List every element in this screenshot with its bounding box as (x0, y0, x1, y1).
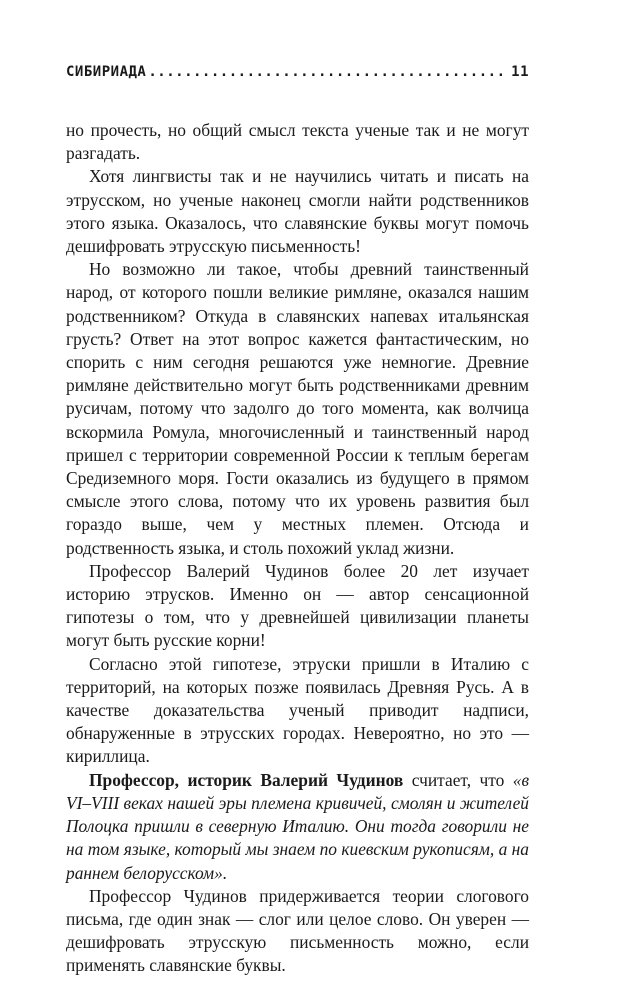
paragraph-with-quote (66, 769, 529, 885)
page-number: 11 (511, 64, 529, 80)
paragraph: Согласно этой гипотезе, этруски пришли в Италию с территорий, на которых позже появилась Древняя Русь. А в качестве доказательства ученый приводит надписи, обнаруженные в этрусских городах. Невероятно, но это — кириллица. (66, 653, 529, 767)
running-head-leader-dots (148, 64, 503, 80)
paragraph: Профессор Чудинов придерживается теории слогового письма, где один знак — слог или целое слово. Он уверен — дешифровать этрусскую письменность можно, если применять славянские буквы. (66, 885, 529, 976)
running-head-title: СИБИРИАДА (66, 64, 147, 80)
paragraph: Хотя лингвисты так и не научились читать и писать на этрусском, но ученые наконец смогли найти родственников этого языка. Оказалось, что славянские буквы могут помочь дешифровать этрусскую письменность! (66, 166, 529, 257)
paragraph: Профессор Валерий Чудинов более 20 лет изучает историю этрусков. Именно он — автор сенсационной гипотезы о том, что у древнейшей цивилизации планеты могут быть русские корни! (66, 560, 529, 651)
italic-quote: «в VI–VIII веках нашей эры племена кривичей, смолян и жителей Полоцка пришли в северную Италию. Они тогда говорили не на том языке, который мы знаем по киевским рукописям, а на раннем белорусском». (66, 769, 529, 883)
paragraph-text: считает, что (403, 769, 513, 790)
bold-lead-in: Профессор, историк Валерий Чудинов (89, 769, 404, 790)
paragraph-continued: но прочесть, но общий смысл текста ученые так и не могут разгадать. (66, 120, 529, 164)
body-text (66, 119, 529, 978)
book-page (66, 64, 529, 978)
running-head (66, 64, 529, 86)
paragraph: Но возможно ли такое, чтобы древний таинственный народ, от которого пошли великие римляне, оказался нашим родственником? Откуда в славянских напевах итальянская грусть? Ответ на этот вопрос кажется фантастическим, но спорить с ним сегодня решаются уже немногие. Древние римляне действительно могут быть родственниками древним русичам, потому что задолго до того момента, как волчица вскормила Ромула, многочисленный и таинственный народ пришел с территории современной России к теплым берегам Средиземного моря. Гости оказались из будущего в прямом смысле этого слова, потому что их уровень развития был гораздо выше, чем у местных племен. Отсюда и родственность языка, и столь похожий уклад жизни. (66, 259, 529, 558)
